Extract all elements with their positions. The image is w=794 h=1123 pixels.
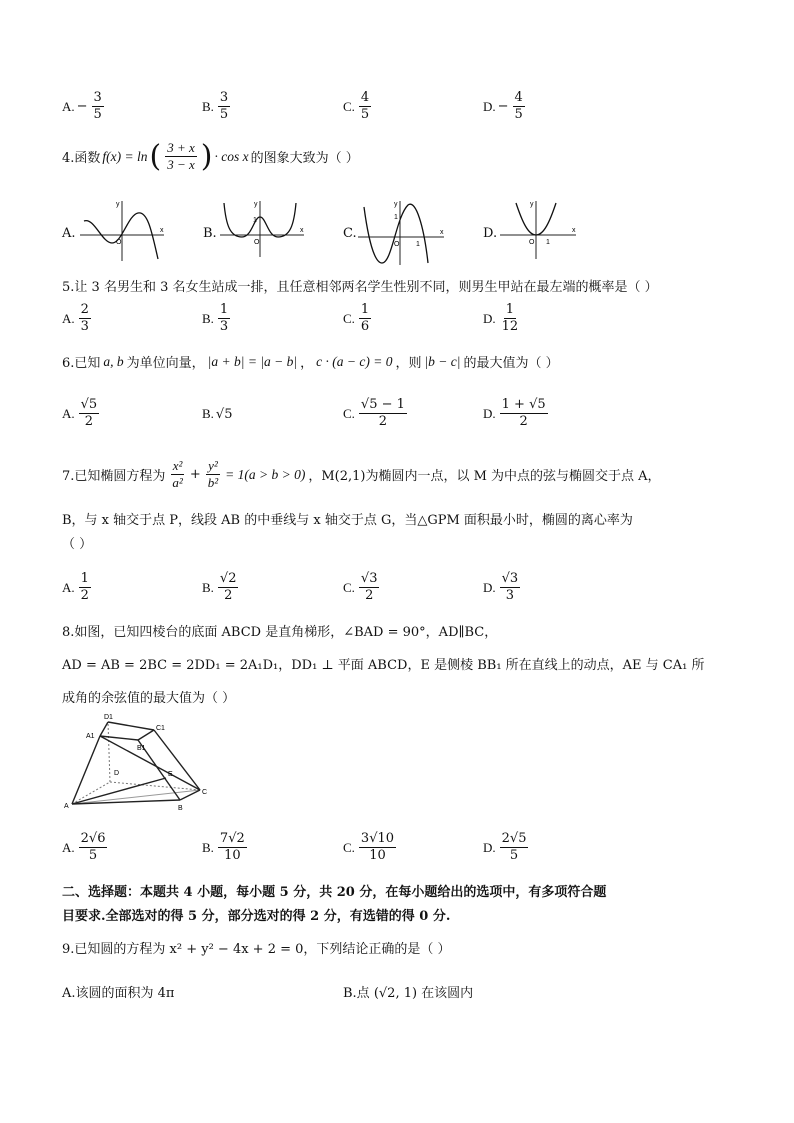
axis-x-label: x (572, 227, 576, 234)
fraction: $\frac{√2}{2}$ (219, 571, 237, 603)
fraction: $\frac{7√2}{10}$ (219, 831, 245, 863)
origin-label: O (254, 239, 260, 246)
fraction: $\frac{√3}{2}$ (360, 571, 378, 603)
q7-stem-line1: 7.已知椭圆方程为 $\frac{\text{x²}}{\text{a²}}$ + $\frac{\text{y²}}{\text{b²}}$ = 1(a > b > 0) ，M(2,1)为椭圆内一点，以 M 为中点的弦与椭圆交于点 A， (62, 458, 661, 490)
tick-one-label: 1 (416, 241, 420, 248)
q4-option-b-label: B. (203, 226, 217, 241)
q4-stem: 4.函数 f(x) = ln ( $\frac{3 + x}{3 - x}$ ) · cos x 的图象大致为（ ） (62, 138, 359, 174)
q8-option-c: C. $\frac{3√10}{10}$ (343, 831, 395, 863)
q4-graph-c (356, 197, 448, 267)
q4-graph-d (498, 197, 580, 263)
q3-option-b: B. $\frac{3}{5}$ (202, 90, 229, 122)
q3-option-a: A. − $\frac{3}{5}$ (62, 90, 102, 122)
fraction: $\frac{1 + √5}{2}$ (501, 397, 546, 429)
fraction: $\frac{3 + x}{3 - x}$ (167, 140, 195, 172)
axis-y-label: y (530, 201, 534, 208)
q5-option-b: B. $\frac{1}{3}$ (202, 302, 229, 334)
q8-stem-line2: AD = AB = 2BC = 2DD₁ = 2A₁D₁，DD₁ ⊥ 平面 ABCD，E 是侧棱 BB₁ 所在直线上的动点，AE 与 CA₁ 所 (62, 658, 705, 673)
q7-option-c: C. $\frac{√3}{2}$ (343, 571, 378, 603)
fraction: $\frac{1}{2}$ (80, 571, 89, 603)
section-2-heading-line1: 二、选择题：本题共 4 小题，每小题 5 分，共 20 分，在每小题给出的选项中，有多项符合题 (62, 885, 607, 900)
fraction: $\frac{1}{6}$ (360, 302, 370, 334)
fraction: $\frac{3}{5}$ (93, 90, 102, 122)
q5-option-d: D. $\frac{1}{12}$ (483, 302, 519, 334)
q3-option-d: D. − $\frac{4}{5}$ (483, 90, 523, 122)
q8-stem-line1: 8.如图，已知四棱台的底面 ABCD 是直角梯形，∠BAD = 90°，AD∥BC， (62, 625, 498, 640)
q6-option-b: B. √5 (202, 406, 233, 422)
q7-stem-line3: （ ） (62, 537, 93, 552)
fraction: $\frac{4}{5}$ (360, 90, 370, 122)
q7-option-a: A. $\frac{1}{2}$ (62, 571, 89, 603)
q5-option-c: C. $\frac{1}{6}$ (343, 302, 370, 334)
fraction: $\frac{2}{3}$ (80, 302, 89, 334)
q8-option-d: D. $\frac{2√5}{5}$ (483, 831, 527, 863)
fraction: $\frac{√3}{3}$ (501, 571, 519, 603)
q6-option-d: D. $\frac{1 + √5}{2}$ (483, 397, 546, 429)
q9-stem: 9.已知圆的方程为 x² + y² − 4x + 2 = 0，下列结论正确的是（ ） (62, 942, 451, 957)
q6-option-c: C. $\frac{√5 - 1}{2}$ (343, 397, 405, 429)
q5-stem: 5.让 3 名男生和 3 名女生站成一排，且任意相邻两名学生性别不同，则男生甲站在最左端的概率是（ ） (62, 280, 658, 295)
origin-label: O (116, 239, 122, 246)
q4-option-a-label: A. (62, 226, 76, 241)
q5-option-a: A. $\frac{2}{3}$ (62, 302, 89, 334)
fraction: $\frac{1}{3}$ (219, 302, 229, 334)
tick-one-label: 1 (253, 217, 257, 224)
fraction: $\frac{2√6}{5}$ (80, 831, 106, 863)
tick-one-label: 1 (546, 239, 550, 246)
q8-option-b: B. $\frac{7√2}{10}$ (202, 831, 245, 863)
label-d: D (114, 770, 120, 777)
fraction: $\frac{2√5}{5}$ (501, 831, 527, 863)
label-d1: D1 (104, 714, 113, 721)
q7-option-b: B. $\frac{√2}{2}$ (202, 571, 237, 603)
axis-y-label: y (116, 201, 120, 208)
label-b: B (178, 805, 183, 812)
fraction: $\frac{\text{x²}}{\text{a²}}$ (172, 458, 183, 490)
fraction: $\frac{4}{5}$ (514, 90, 523, 122)
q3-option-c: C. $\frac{4}{5}$ (343, 90, 370, 122)
origin-label: O (529, 239, 535, 246)
q6-stem: 6.已知 a, b 为单位向量， |a + b| = |a − b| ， c · (a − c) = 0 ，则 |b − c| 的最大值为（ ） (62, 353, 559, 371)
axis-y-label: y (394, 201, 398, 208)
q4-graph-b (218, 197, 308, 263)
section-2-heading-line2: 目要求.全部选对的得 5 分，部分选对的得 2 分，有选错的得 0 分. (62, 909, 451, 924)
q4-option-c-label: C. (343, 226, 357, 241)
label-a: A (64, 803, 69, 810)
origin-label: O (394, 241, 400, 248)
label-a1: A1 (86, 733, 95, 740)
q9-option-a: A.该圆的面积为 4π (62, 986, 175, 1001)
q4-option-d-label: D. (483, 226, 498, 241)
fraction: $\frac{\text{y²}}{\text{b²}}$ (207, 458, 219, 490)
axis-x-label: x (300, 227, 304, 234)
tick-one-label: 1 (394, 214, 398, 221)
q8-option-a: A. $\frac{2√6}{5}$ (62, 831, 106, 863)
fraction: $\frac{1}{12}$ (501, 302, 519, 334)
q7-stem-line2: B，与 x 轴交于点 P，线段 AB 的中垂线与 x 轴交于点 G，当△GPM 面积最小时，椭圆的离心率为 (62, 513, 633, 528)
axis-x-label: x (160, 227, 164, 234)
q4-graph-a (78, 197, 168, 263)
axis-x-label: x (440, 229, 444, 236)
q8-frustum-figure (62, 712, 218, 812)
label-c: C (202, 789, 208, 796)
label-c1: C1 (156, 725, 165, 732)
fraction: $\frac{√5}{2}$ (80, 397, 98, 429)
fraction: $\frac{3√10}{10}$ (360, 831, 395, 863)
q9-option-b: B.点 (√2, 1) 在该圆内 (343, 986, 474, 1001)
q7-option-d: D. $\frac{√3}{3}$ (483, 571, 519, 603)
label-e: E (168, 771, 173, 778)
fraction: $\frac{3}{5}$ (219, 90, 229, 122)
axis-y-label: y (254, 201, 258, 208)
fraction: $\frac{√5 - 1}{2}$ (360, 397, 405, 429)
q8-stem-line3: 成角的余弦值的最大值为（ ） (62, 691, 236, 706)
q6-option-a: A. $\frac{√5}{2}$ (62, 397, 98, 429)
label-b1: B1 (137, 745, 146, 752)
